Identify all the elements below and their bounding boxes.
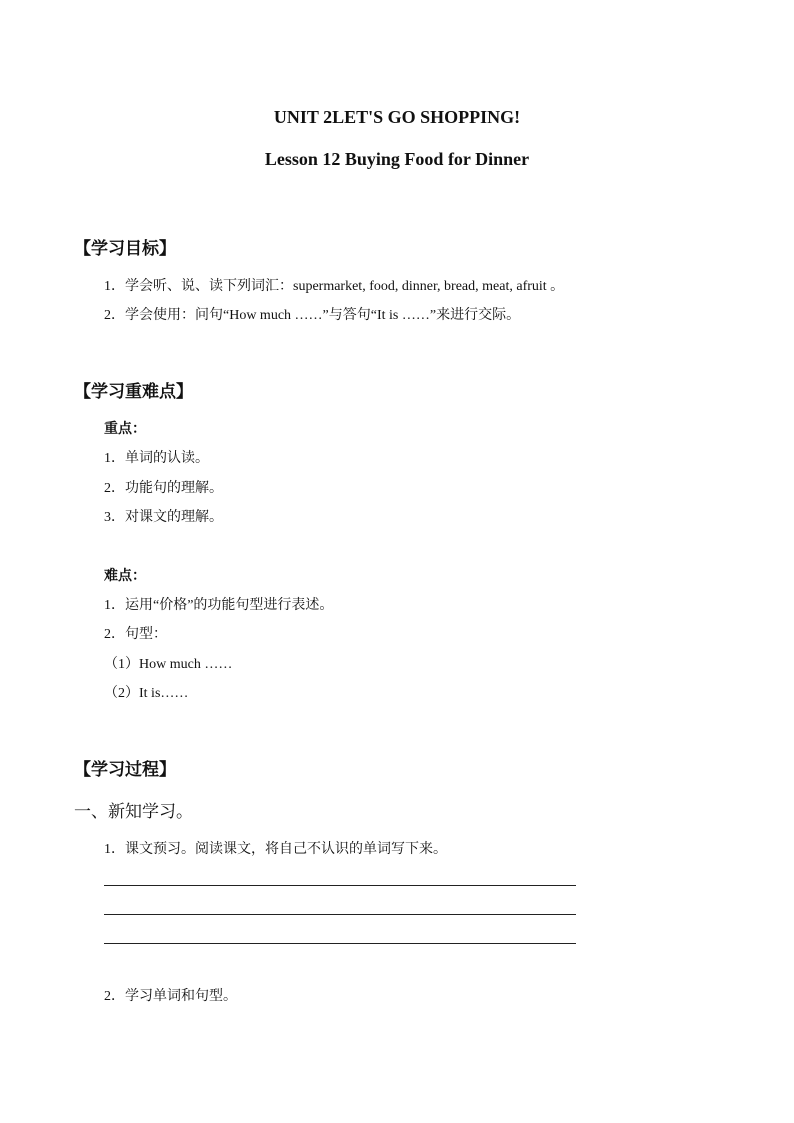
answer-line-2[interactable]: [104, 914, 576, 915]
focus-item-2: 2．功能句的理解。: [104, 481, 223, 496]
objective-item-2: 2．学会使用：问句“How much ……”与答句“It is ……”来进行交际。: [104, 308, 521, 323]
difficulty-item-2: 2．句型：: [104, 627, 167, 642]
objectives-heading: 【学习目标】: [74, 239, 176, 258]
step-two: 2．学习单词和句型。: [104, 989, 237, 1004]
difficulty-item-1: 1．运用“价格”的功能句型进行表述。: [104, 598, 334, 613]
lesson-title: Lesson 12 Buying Food for Dinner: [264, 149, 530, 169]
difficulty-item-3: （1）How much ……: [104, 657, 233, 672]
unit-title: UNIT 2LET'S GO SHOPPING!: [273, 107, 521, 127]
focus-label: 重点：: [104, 422, 146, 437]
key-points-heading: 【学习重难点】: [74, 382, 193, 401]
process-heading: 【学习过程】: [74, 760, 176, 779]
focus-item-3: 3．对课文的理解。: [104, 510, 223, 525]
part-one-heading: 一、新知学习。: [74, 802, 193, 821]
answer-line-1[interactable]: [104, 885, 576, 886]
answer-line-3[interactable]: [104, 943, 576, 944]
objective-item-1: 1．学会听、说、读下列词汇：supermarket, food, dinner, bread, meat, afruit 。: [104, 279, 565, 294]
step-one: 1．课文预习。阅读课文，将自己不认识的单词写下来。: [104, 842, 447, 857]
difficulty-label: 难点：: [104, 569, 146, 584]
difficulty-item-4: （2）It is……: [104, 686, 189, 701]
focus-item-1: 1．单词的认读。: [104, 451, 209, 466]
